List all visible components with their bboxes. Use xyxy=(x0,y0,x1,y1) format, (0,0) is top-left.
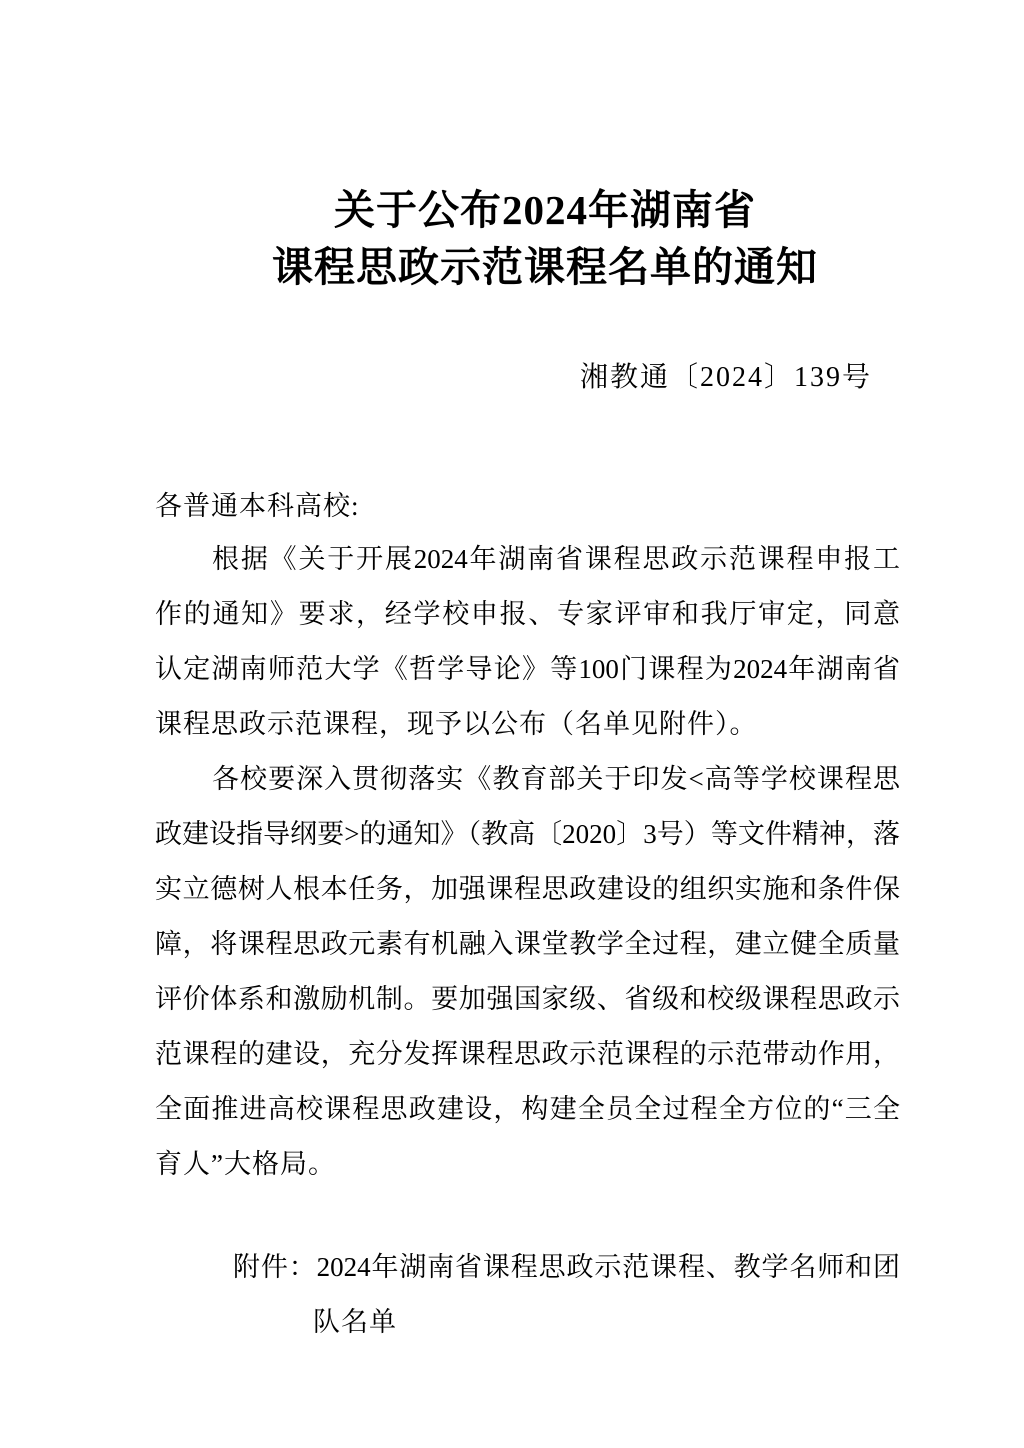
attachment-note xyxy=(155,1240,900,1350)
body-line: 育人”大格局。 xyxy=(155,1149,336,1179)
body-line: 作的通知》要求，经学校申报、专家评审和我厅审定，同意 xyxy=(155,599,900,629)
body-line: 课程思政示范课程，现予以公布（名单见附件）。 xyxy=(155,709,758,739)
salutation: 各普通本科高校: xyxy=(155,491,360,521)
document-title xyxy=(170,182,920,296)
body-line: 各校要深入贯彻落实《教育部关于印发<高等学校课程思 xyxy=(212,764,900,794)
body-line: 实立德树人根本任务，加强课程思政建设的组织实施和条件保 xyxy=(155,874,900,904)
body-line: 范课程的建设，充分发挥课程思政示范课程的示范带动作用， xyxy=(155,1039,900,1069)
title-line-1: 关于公布2024年湖南省 xyxy=(334,187,756,233)
body-line: 评价体系和激励机制。要加强国家级、省级和校级课程思政示 xyxy=(155,984,900,1014)
body-line: 政建设指导纲要>的通知》（教高〔2020〕3号）等文件精神，落 xyxy=(155,819,900,849)
body-line: 障，将课程思政元素有机融入课堂教学全过程，建立健全质量 xyxy=(155,929,900,959)
attachment-line-2: 队名单 xyxy=(313,1307,397,1337)
title-line-2: 课程思政示范课程名单的通知 xyxy=(272,244,818,290)
attachment-line-1: 附件：2024年湖南省课程思政示范课程、教学名师和团 xyxy=(233,1252,900,1282)
body-line: 认定湖南师范大学《哲学导论》等100门课程为2024年湖南省 xyxy=(155,654,900,684)
document-body xyxy=(155,532,900,1192)
body-line: 根据《关于开展2024年湖南省课程思政示范课程申报工 xyxy=(212,544,900,574)
document-number: 湘教通〔2024〕139号 xyxy=(579,362,872,393)
body-line: 全面推进高校课程思政建设，构建全员全过程全方位的“三全 xyxy=(155,1094,900,1124)
